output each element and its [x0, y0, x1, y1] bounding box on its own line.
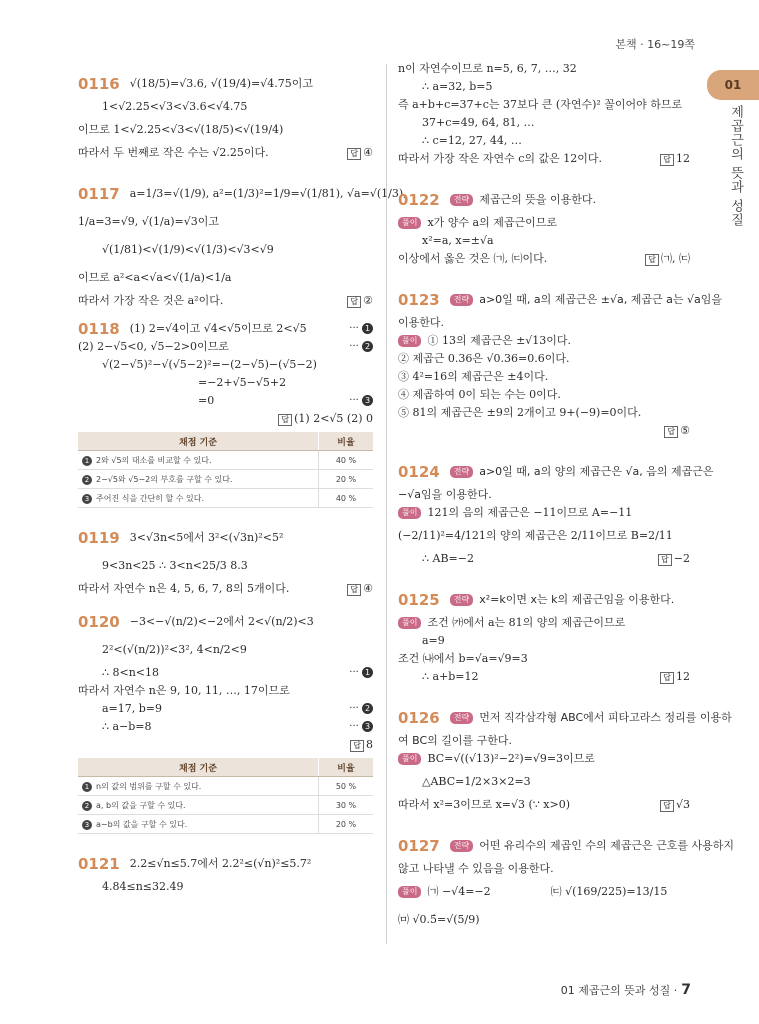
solution-line: ③ 4²=16의 제곱근은 ±4이다.: [398, 370, 549, 383]
solution-line: √(18/5)=√3.6, √(19/4)=√4.75이고: [129, 77, 314, 90]
strategy-badge: 전략: [450, 294, 473, 306]
problem-0124: [398, 458, 714, 486]
problem-number: 0117: [78, 185, 120, 203]
solution-line: 9<3n<25 ∴ 3<n<25/3 8.3: [102, 559, 248, 572]
solution-line: ∴ a=32, b=5: [422, 80, 493, 93]
left-column: [78, 60, 407, 896]
solution-badge: 풀이: [398, 886, 421, 898]
grading-row: 2 a, b의 값을 구할 수 있다. 30 %: [78, 796, 373, 815]
problem-number: 0124: [398, 463, 440, 481]
solution-line: 4.84≤n≤32.49: [102, 880, 184, 893]
problem-number: 0121: [78, 855, 120, 873]
grading-header: 채점 기준: [78, 758, 319, 777]
page-footer: [561, 982, 691, 998]
ratio-header: 비율: [319, 432, 374, 451]
strategy-text: 제곱근의 뜻을 이용한다.: [479, 193, 596, 206]
solution-line: 풀이 x가 양수 a의 제곱근이므로: [398, 214, 690, 232]
solution-line: √(1/81)<√(1/9)<√(1/3)<√3<√9: [102, 243, 274, 256]
grading-row: 3 a−b의 값을 구할 수 있다. 20 %: [78, 815, 373, 834]
chapter-title: 제곱근의 뜻과 성질: [728, 105, 743, 228]
strategy-text: −√a임을 이용한다.: [398, 488, 492, 501]
answer: 답 (1) 2<√5 (2) 0: [278, 412, 373, 426]
problem-0119: [78, 524, 373, 552]
problem-number: 0120: [78, 613, 120, 631]
problem-0118: [78, 320, 373, 338]
step-marker: ··· 1: [349, 666, 373, 680]
solution-badge: 풀이: [398, 617, 421, 629]
solution-line: =−2+√5−√5+2: [198, 376, 287, 389]
strategy-text: x²=k이면 x는 k의 제곱근임을 이용한다.: [479, 593, 675, 606]
problem-number: 0125: [398, 591, 440, 609]
step-marker: ··· 2: [349, 702, 373, 716]
step-marker: ··· 3: [349, 720, 373, 734]
solution-line: 따라서 x²=3이므로 x=√3 (∵ x>0) 답 √3: [398, 798, 690, 811]
solution-line: ∴ AB=−2 답 −2: [422, 552, 690, 565]
solution-line: =0 ··· 3: [78, 392, 373, 410]
solution-line: 따라서 자연수 n은 9, 10, 11, …, 17이므로: [78, 684, 290, 697]
solution-line: 3<√3n<5에서 3²<(√3n)²<5²: [129, 531, 284, 544]
solution-badge: 풀이: [398, 753, 421, 765]
answer-line: [78, 410, 373, 428]
strategy-text: 먼저 직각삼각형 ABC에서 피타고라스 정리를 이용하: [479, 711, 732, 724]
answer: 답 12: [660, 152, 690, 166]
solution-line: 따라서 두 번째로 작은 수는 √2.25이다. 답 ④: [78, 146, 373, 159]
solution-line: x²=a, x=±√a: [422, 234, 494, 247]
solution-line: a=9: [422, 634, 445, 647]
solution-line: ⑤ 81의 제곱근은 ±9의 2개이고 9+(−9)=0이다.: [398, 406, 642, 419]
grading-table: [78, 758, 373, 834]
solution-line: 풀이 121의 음의 제곱근은 −11이므로 A=−11: [398, 504, 690, 522]
problem-0125: [398, 586, 690, 614]
answer: 답 ㈀, ㈂: [645, 252, 690, 266]
solution-line: △ABC=1/2×3×2=3: [422, 775, 531, 788]
solution-line: 따라서 가장 작은 것은 a²이다. 답 ②: [78, 294, 373, 307]
problem-number: 0118: [78, 320, 120, 338]
answer: 답 12: [660, 670, 690, 684]
solution-line: (−2/11)²=4/121의 양의 제곱근은 2/11이므로 B=2/11: [398, 529, 673, 542]
solution-line: 이므로 a²<a<√a<√(1/a)<1/a: [78, 271, 232, 284]
problem-0120: [78, 608, 373, 636]
solution-badge: 풀이: [398, 507, 421, 519]
answer: 답 ⑤: [664, 424, 690, 438]
right-column: [398, 60, 734, 934]
grading-row: 1 2와 √5의 대소를 비교할 수 있다. 40 %: [78, 451, 373, 470]
solution-line: ② 제곱근 0.36은 √0.36=0.6이다.: [398, 352, 570, 365]
ratio-header: 비율: [319, 758, 374, 777]
solution-line: 이므로 1<√2.25<√3<√(18/5)<√(19/4): [78, 123, 284, 136]
strategy-badge: 전략: [450, 840, 473, 852]
solution-line: 따라서 가장 작은 자연수 c의 값은 12이다. 답 12: [398, 152, 690, 165]
solution-line: ∴ a+b=12 답 12: [422, 670, 690, 683]
solution-line: ∴ c=12, 27, 44, …: [422, 134, 522, 147]
problem-number: 0123: [398, 291, 440, 309]
solution-line: 따라서 자연수 n은 4, 5, 6, 7, 8의 5개이다. 답 ④: [78, 582, 373, 595]
problem-number: 0126: [398, 709, 440, 727]
solution-badge: 풀이: [398, 217, 421, 229]
solution-line: n이 자연수이므로 n=5, 6, 7, …, 32: [398, 62, 577, 75]
problem-0117: [78, 180, 407, 208]
solution-line: ∴ a−b=8 ··· 3: [78, 718, 373, 736]
strategy-badge: 전략: [450, 194, 473, 206]
answer-line: [78, 736, 373, 754]
solution-line: (2) 2−√5<0, √5−2>0이므로 ··· 2: [78, 338, 373, 356]
strategy-badge: 전략: [450, 712, 473, 724]
step-marker: ··· 2: [349, 340, 373, 354]
solution-line: 2²<(√(n/2))²<3², 4<n/2<9: [102, 643, 247, 656]
solution-line: 풀이 ① 13의 제곱근은 ±√13이다.: [398, 332, 690, 350]
footer-chapter: 01 제곱근의 뜻과 성질 ·: [560, 984, 678, 997]
solution-line: a=1/3=√(1/9), a²=(1/3)²=1/9=√(1/81), √a=√(1/3),: [129, 187, 407, 200]
solution-line: ④ 제곱하여 0이 되는 수는 0이다.: [398, 388, 561, 401]
problem-number: 0119: [78, 529, 120, 547]
strategy-text: 어떤 유리수의 제곱인 수의 제곱근은 근호를 사용하지: [479, 839, 734, 852]
solution-line: 37+c=49, 64, 81, …: [422, 116, 535, 129]
answer: 답 ④: [347, 146, 373, 160]
problem-0123: [398, 286, 722, 314]
solution-line: 풀이 BC=√((√13)²−2²)=√9=3이므로: [398, 750, 690, 768]
problem-0116: [78, 70, 373, 98]
solution-line: 조건 ㈏에서 b=√a=√9=3: [398, 652, 528, 665]
strategy-badge: 전략: [450, 594, 473, 606]
strategy-badge: 전략: [450, 466, 473, 478]
solution-line: 2.2≤√n≤5.7에서 2.2²≤(√n)²≤5.7²: [129, 857, 312, 870]
answer-line: [398, 422, 690, 440]
answer: 답 ②: [347, 294, 373, 308]
solution-line: 즉 a+b+c=37+c는 37보다 큰 (자연수)² 꼴이어야 하므로: [398, 98, 683, 111]
strategy-text: a>0일 때, a의 양의 제곱근은 √a, 음의 제곱근은: [479, 465, 714, 478]
answer: 답 √3: [660, 798, 690, 812]
problem-number: 0116: [78, 75, 120, 93]
problem-number: 0122: [398, 191, 440, 209]
problem-number: 0127: [398, 837, 440, 855]
solution-line: −3<−√(n/2)<−2에서 2<√(n/2)<3: [129, 615, 314, 628]
grading-header: 채점 기준: [78, 432, 319, 451]
grading-row: 3 주어진 식을 간단히 할 수 있다. 40 %: [78, 489, 373, 508]
strategy-text: 여 BC의 길이를 구한다.: [398, 734, 513, 747]
solution-line: √(2−√5)²−√(√5−2)²=−(2−√5)−(√5−2): [102, 358, 317, 371]
strategy-text: 않고 나타낼 수 있음을 이용한다.: [398, 862, 554, 875]
solution-line: 1<√2.25<√3<√3.6<√4.75: [102, 100, 248, 113]
problem-0121: [78, 850, 373, 878]
solution-line: ㈄ √0.5̇=√(5/9): [398, 913, 480, 926]
answer: 답 ④: [347, 582, 373, 596]
solution-line: 1/a=3=√9, √(1/a)=√3이고: [78, 215, 220, 228]
problem-0127: [398, 832, 734, 860]
solution-line: ∴ 8<n<18 ··· 1: [78, 664, 373, 682]
page-reference: 본책 · 16~19쪽: [615, 38, 695, 51]
answer: 답 −2: [658, 552, 690, 566]
answer: 답 8: [350, 738, 373, 752]
strategy-text: a>0일 때, a의 제곱근은 ±√a, 제곱근 a는 √a임을: [479, 293, 722, 306]
solution-line: 풀이 조건 ㈎에서 a는 81의 양의 제곱근이므로: [398, 614, 690, 632]
grading-row: 1 n의 값의 범위를 구할 수 있다. 50 %: [78, 777, 373, 796]
chapter-tab: 01: [707, 70, 759, 100]
problem-0122: [398, 186, 690, 214]
grading-table: [78, 432, 373, 508]
solution-line: (1) 2=√4이고 √4<√5이므로 2<√5: [129, 322, 307, 335]
solution-line: 풀이 ㈀ −√4=−2 ㈂ √(169/225)=13/15: [398, 878, 690, 906]
step-marker: ··· 3: [349, 394, 373, 408]
problem-0126: [398, 704, 732, 732]
solution-line: a=17, b=9 ··· 2: [78, 700, 373, 718]
step-marker: ··· 1: [349, 322, 373, 336]
strategy-text: 이용한다.: [398, 316, 445, 329]
grading-row: 2 2−√5와 √5−2의 부호를 구할 수 있다. 20 %: [78, 470, 373, 489]
solution-badge: 풀이: [398, 335, 421, 347]
solution-line: 이상에서 옳은 것은 ㈀, ㈂이다. 답 ㈀, ㈂: [398, 252, 690, 265]
page-number: 7: [681, 982, 691, 998]
